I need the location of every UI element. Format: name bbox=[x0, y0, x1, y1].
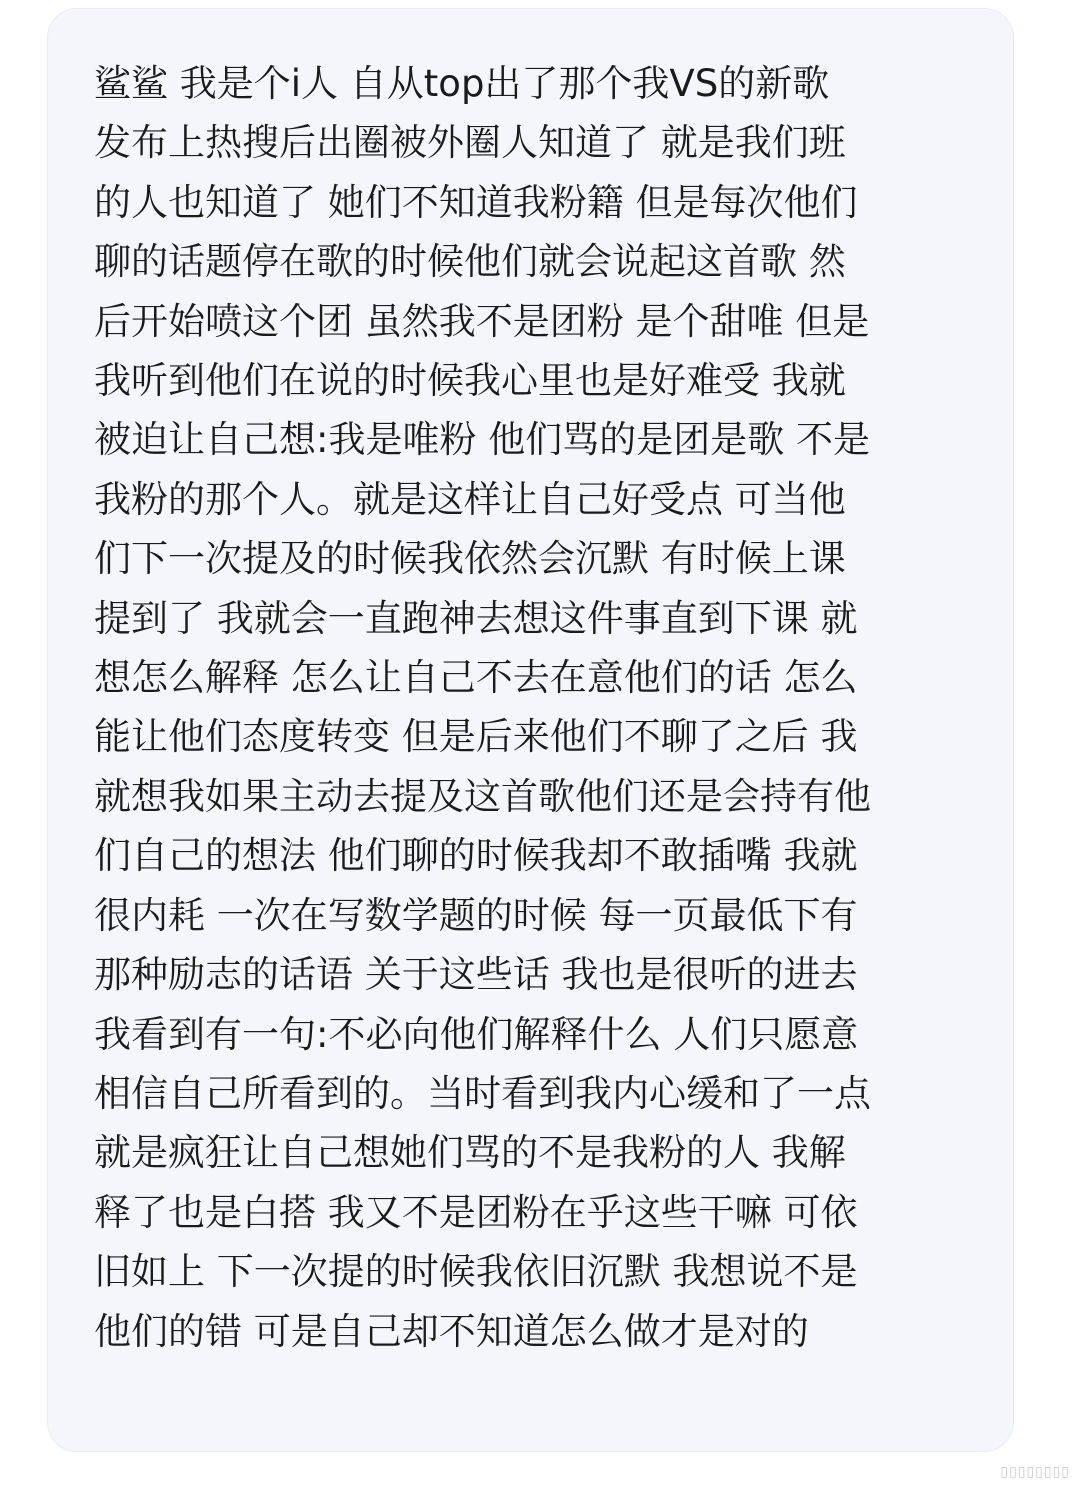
message-line: 被迫让自己想:我是唯粉 他们骂的是团是歌 不是 bbox=[94, 418, 870, 462]
message-line: 提到了 我就会一直跑神去想这件事直到下课 就 bbox=[94, 596, 858, 640]
message-line: 能让他们态度转变 但是后来他们不聊了之后 我 bbox=[94, 715, 858, 759]
message-line: 们下一次提及的时候我依然会沉默 有时候上课 bbox=[94, 537, 846, 581]
message-line: 想怎么解释 怎么让自己不去在意他们的话 怎么 bbox=[94, 656, 858, 700]
message-line: 聊的话题停在歌的时候他们就会说起这首歌 然 bbox=[94, 240, 846, 284]
message-line: 鲨鲨 我是个i人 自从top出了那个我VS的新歌 bbox=[94, 62, 830, 105]
message-line: 我听到他们在说的时候我心里也是好难受 我就 bbox=[94, 359, 846, 403]
message-line: 我粉的那个人。就是这样让自己好受点 可当他 bbox=[94, 477, 846, 521]
message-line: 旧如上 下一次提的时候我依旧沉默 我想说不是 bbox=[94, 1250, 858, 1294]
message-line: 他们的错 可是自己却不知道怎么做才是对的 bbox=[94, 1309, 809, 1353]
message-line: 那种励志的话语 关于这些话 我也是很听的进去 bbox=[94, 953, 858, 997]
message-line: 相信自己所看到的。当时看到我内心缓和了一点 bbox=[94, 1071, 871, 1115]
message-line: 很内耗 一次在写数学题的时候 每一页最低下有 bbox=[94, 893, 858, 937]
watermark: ▯▯▯▯▯▯▯▯ bbox=[1000, 1464, 1070, 1480]
message-line: 发布上热搜后出圈被外圈人知道了 就是我们班 bbox=[94, 121, 846, 165]
message-line: 就想我如果主动去提及这首歌他们还是会持有他 bbox=[94, 774, 871, 818]
message-line: 后开始喷这个团 虽然我不是团粉 是个甜唯 但是 bbox=[94, 299, 870, 343]
message-line: 的人也知道了 她们不知道我粉籍 但是每次他们 bbox=[94, 180, 858, 224]
message-line: 我看到有一句:不必向他们解释什么 人们只愿意 bbox=[94, 1012, 859, 1056]
message-line: 释了也是白搭 我又不是团粉在乎这些干嘛 可依 bbox=[94, 1190, 858, 1234]
message-text bbox=[94, 54, 974, 1361]
message-line: 们自己的想法 他们聊的时候我却不敢插嘴 我就 bbox=[94, 834, 858, 878]
message-line: 就是疯狂让自己想她们骂的不是我粉的人 我解 bbox=[94, 1131, 846, 1175]
